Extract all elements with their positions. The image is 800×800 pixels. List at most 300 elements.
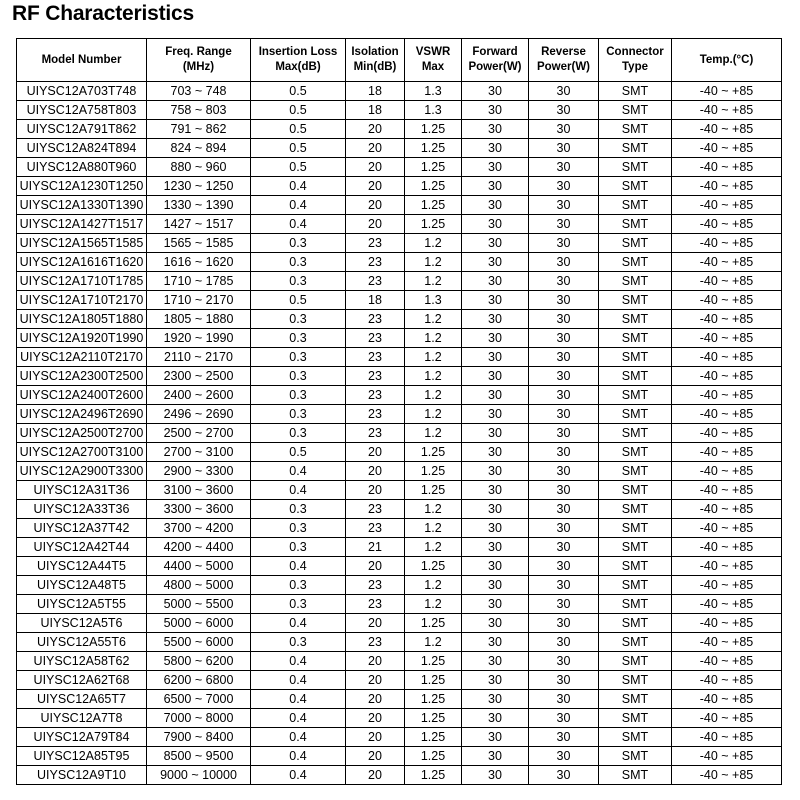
column-header-line: Freq. Range xyxy=(165,46,232,58)
cell-model-number: UIYSC12A791T862 xyxy=(17,120,147,139)
cell-vswr: 1.25 xyxy=(405,766,462,785)
cell-isolation: 23 xyxy=(346,633,405,652)
table-row xyxy=(17,500,782,519)
table-header-row xyxy=(17,39,782,82)
cell-forward-power: 30 xyxy=(462,557,529,576)
cell-forward-power: 30 xyxy=(462,690,529,709)
cell-freq-range: 5000 ~ 6000 xyxy=(147,614,251,633)
cell-model-number: UIYSC12A1616T1620 xyxy=(17,253,147,272)
cell-temperature: -40 ~ +85 xyxy=(672,215,782,234)
cell-model-number: UIYSC12A2500T2700 xyxy=(17,424,147,443)
cell-vswr: 1.3 xyxy=(405,82,462,101)
table-row xyxy=(17,196,782,215)
cell-isolation: 20 xyxy=(346,120,405,139)
cell-connector-type: SMT xyxy=(599,481,672,500)
cell-isolation: 20 xyxy=(346,557,405,576)
table-row xyxy=(17,367,782,386)
cell-insertion-loss: 0.3 xyxy=(251,329,346,348)
cell-insertion-loss: 0.5 xyxy=(251,158,346,177)
cell-isolation: 20 xyxy=(346,215,405,234)
cell-reverse-power: 30 xyxy=(529,709,599,728)
cell-connector-type: SMT xyxy=(599,728,672,747)
table-row xyxy=(17,272,782,291)
cell-temperature: -40 ~ +85 xyxy=(672,234,782,253)
cell-forward-power: 30 xyxy=(462,120,529,139)
cell-vswr: 1.2 xyxy=(405,633,462,652)
cell-forward-power: 30 xyxy=(462,291,529,310)
cell-insertion-loss: 0.4 xyxy=(251,690,346,709)
cell-isolation: 23 xyxy=(346,500,405,519)
cell-reverse-power: 30 xyxy=(529,614,599,633)
column-header-line: Max xyxy=(421,61,445,73)
cell-insertion-loss: 0.3 xyxy=(251,348,346,367)
cell-freq-range: 1330 ~ 1390 xyxy=(147,196,251,215)
cell-vswr: 1.25 xyxy=(405,557,462,576)
cell-temperature: -40 ~ +85 xyxy=(672,139,782,158)
cell-forward-power: 30 xyxy=(462,215,529,234)
cell-forward-power: 30 xyxy=(462,310,529,329)
cell-reverse-power: 30 xyxy=(529,196,599,215)
cell-insertion-loss: 0.3 xyxy=(251,386,346,405)
cell-isolation: 18 xyxy=(346,291,405,310)
cell-connector-type: SMT xyxy=(599,310,672,329)
cell-isolation: 23 xyxy=(346,367,405,386)
cell-isolation: 20 xyxy=(346,766,405,785)
table-row xyxy=(17,82,782,101)
column-header-line: Temp.(°C) xyxy=(699,53,754,66)
cell-reverse-power: 30 xyxy=(529,595,599,614)
cell-forward-power: 30 xyxy=(462,405,529,424)
cell-insertion-loss: 0.4 xyxy=(251,481,346,500)
cell-vswr: 1.2 xyxy=(405,500,462,519)
cell-vswr: 1.2 xyxy=(405,234,462,253)
cell-reverse-power: 30 xyxy=(529,120,599,139)
cell-vswr: 1.2 xyxy=(405,310,462,329)
cell-forward-power: 30 xyxy=(462,234,529,253)
cell-freq-range: 758 ~ 803 xyxy=(147,101,251,120)
cell-vswr: 1.25 xyxy=(405,728,462,747)
cell-forward-power: 30 xyxy=(462,158,529,177)
cell-insertion-loss: 0.3 xyxy=(251,633,346,652)
cell-isolation: 20 xyxy=(346,139,405,158)
cell-temperature: -40 ~ +85 xyxy=(672,633,782,652)
cell-vswr: 1.2 xyxy=(405,367,462,386)
cell-freq-range: 1616 ~ 1620 xyxy=(147,253,251,272)
cell-forward-power: 30 xyxy=(462,139,529,158)
cell-freq-range: 3100 ~ 3600 xyxy=(147,481,251,500)
cell-vswr: 1.25 xyxy=(405,139,462,158)
cell-temperature: -40 ~ +85 xyxy=(672,519,782,538)
table-row xyxy=(17,253,782,272)
table-row xyxy=(17,348,782,367)
column-header-line: Power(W) xyxy=(536,61,591,73)
cell-temperature: -40 ~ +85 xyxy=(672,177,782,196)
cell-connector-type: SMT xyxy=(599,766,672,785)
cell-temperature: -40 ~ +85 xyxy=(672,348,782,367)
cell-temperature: -40 ~ +85 xyxy=(672,595,782,614)
cell-connector-type: SMT xyxy=(599,158,672,177)
cell-temperature: -40 ~ +85 xyxy=(672,386,782,405)
cell-forward-power: 30 xyxy=(462,747,529,766)
column-header-line: Min(dB) xyxy=(353,61,397,73)
cell-vswr: 1.25 xyxy=(405,462,462,481)
table-row xyxy=(17,386,782,405)
column-header-freq-range xyxy=(147,39,251,82)
cell-forward-power: 30 xyxy=(462,196,529,215)
cell-isolation: 18 xyxy=(346,101,405,120)
cell-temperature: -40 ~ +85 xyxy=(672,272,782,291)
cell-model-number: UIYSC12A1920T1990 xyxy=(17,329,147,348)
cell-isolation: 23 xyxy=(346,310,405,329)
cell-reverse-power: 30 xyxy=(529,747,599,766)
cell-temperature: -40 ~ +85 xyxy=(672,766,782,785)
cell-model-number: UIYSC12A62T68 xyxy=(17,671,147,690)
cell-connector-type: SMT xyxy=(599,595,672,614)
cell-freq-range: 6200 ~ 6800 xyxy=(147,671,251,690)
cell-freq-range: 703 ~ 748 xyxy=(147,82,251,101)
column-header-line: Power(W) xyxy=(468,61,522,73)
cell-connector-type: SMT xyxy=(599,424,672,443)
cell-vswr: 1.25 xyxy=(405,614,462,633)
cell-connector-type: SMT xyxy=(599,538,672,557)
cell-model-number: UIYSC12A1565T1585 xyxy=(17,234,147,253)
cell-vswr: 1.25 xyxy=(405,215,462,234)
cell-reverse-power: 30 xyxy=(529,462,599,481)
cell-insertion-loss: 0.3 xyxy=(251,519,346,538)
cell-vswr: 1.2 xyxy=(405,424,462,443)
cell-freq-range: 6500 ~ 7000 xyxy=(147,690,251,709)
cell-isolation: 20 xyxy=(346,177,405,196)
cell-insertion-loss: 0.4 xyxy=(251,557,346,576)
table-row xyxy=(17,747,782,766)
cell-isolation: 23 xyxy=(346,348,405,367)
cell-model-number: UIYSC12A2300T2500 xyxy=(17,367,147,386)
cell-model-number: UIYSC12A1427T1517 xyxy=(17,215,147,234)
cell-connector-type: SMT xyxy=(599,633,672,652)
cell-isolation: 23 xyxy=(346,272,405,291)
column-header-temperature xyxy=(672,39,782,82)
cell-model-number: UIYSC12A2900T3300 xyxy=(17,462,147,481)
cell-temperature: -40 ~ +85 xyxy=(672,462,782,481)
cell-model-number: UIYSC12A5T55 xyxy=(17,595,147,614)
cell-isolation: 23 xyxy=(346,424,405,443)
cell-connector-type: SMT xyxy=(599,101,672,120)
column-header-line: Isolation xyxy=(351,46,399,58)
cell-isolation: 23 xyxy=(346,234,405,253)
cell-reverse-power: 30 xyxy=(529,367,599,386)
cell-forward-power: 30 xyxy=(462,272,529,291)
cell-vswr: 1.25 xyxy=(405,671,462,690)
cell-reverse-power: 30 xyxy=(529,481,599,500)
cell-isolation: 20 xyxy=(346,728,405,747)
cell-freq-range: 3300 ~ 3600 xyxy=(147,500,251,519)
cell-connector-type: SMT xyxy=(599,348,672,367)
cell-forward-power: 30 xyxy=(462,728,529,747)
column-header-vswr xyxy=(405,39,462,82)
cell-freq-range: 2900 ~ 3300 xyxy=(147,462,251,481)
cell-insertion-loss: 0.3 xyxy=(251,500,346,519)
table-row xyxy=(17,538,782,557)
cell-model-number: UIYSC12A1710T2170 xyxy=(17,291,147,310)
cell-isolation: 20 xyxy=(346,443,405,462)
cell-vswr: 1.3 xyxy=(405,291,462,310)
cell-temperature: -40 ~ +85 xyxy=(672,614,782,633)
cell-connector-type: SMT xyxy=(599,500,672,519)
cell-connector-type: SMT xyxy=(599,747,672,766)
cell-insertion-loss: 0.3 xyxy=(251,234,346,253)
cell-reverse-power: 30 xyxy=(529,443,599,462)
cell-insertion-loss: 0.3 xyxy=(251,424,346,443)
cell-forward-power: 30 xyxy=(462,367,529,386)
cell-forward-power: 30 xyxy=(462,595,529,614)
cell-forward-power: 30 xyxy=(462,709,529,728)
cell-connector-type: SMT xyxy=(599,576,672,595)
cell-reverse-power: 30 xyxy=(529,272,599,291)
cell-model-number: UIYSC12A7T8 xyxy=(17,709,147,728)
cell-model-number: UIYSC12A1805T1880 xyxy=(17,310,147,329)
table-row xyxy=(17,329,782,348)
cell-insertion-loss: 0.3 xyxy=(251,538,346,557)
cell-freq-range: 824 ~ 894 xyxy=(147,139,251,158)
table-row xyxy=(17,405,782,424)
cell-forward-power: 30 xyxy=(462,443,529,462)
cell-temperature: -40 ~ +85 xyxy=(672,557,782,576)
cell-temperature: -40 ~ +85 xyxy=(672,329,782,348)
cell-vswr: 1.25 xyxy=(405,747,462,766)
cell-isolation: 20 xyxy=(346,690,405,709)
cell-insertion-loss: 0.4 xyxy=(251,177,346,196)
cell-freq-range: 2400 ~ 2600 xyxy=(147,386,251,405)
cell-forward-power: 30 xyxy=(462,652,529,671)
cell-connector-type: SMT xyxy=(599,709,672,728)
table-row xyxy=(17,633,782,652)
cell-model-number: UIYSC12A44T5 xyxy=(17,557,147,576)
table-row xyxy=(17,690,782,709)
cell-model-number: UIYSC12A1330T1390 xyxy=(17,196,147,215)
cell-reverse-power: 30 xyxy=(529,500,599,519)
cell-reverse-power: 30 xyxy=(529,557,599,576)
cell-forward-power: 30 xyxy=(462,519,529,538)
cell-reverse-power: 30 xyxy=(529,519,599,538)
cell-isolation: 18 xyxy=(346,82,405,101)
cell-model-number: UIYSC12A2110T2170 xyxy=(17,348,147,367)
table-row xyxy=(17,557,782,576)
cell-forward-power: 30 xyxy=(462,462,529,481)
cell-freq-range: 4800 ~ 5000 xyxy=(147,576,251,595)
cell-temperature: -40 ~ +85 xyxy=(672,291,782,310)
cell-insertion-loss: 0.4 xyxy=(251,196,346,215)
table-row xyxy=(17,576,782,595)
cell-forward-power: 30 xyxy=(462,633,529,652)
cell-temperature: -40 ~ +85 xyxy=(672,538,782,557)
cell-forward-power: 30 xyxy=(462,766,529,785)
cell-connector-type: SMT xyxy=(599,177,672,196)
cell-vswr: 1.25 xyxy=(405,120,462,139)
rf-characteristics-table xyxy=(16,38,782,785)
page-title: RF Characteristics xyxy=(12,2,194,25)
cell-insertion-loss: 0.4 xyxy=(251,671,346,690)
cell-model-number: UIYSC12A2496T2690 xyxy=(17,405,147,424)
cell-freq-range: 1565 ~ 1585 xyxy=(147,234,251,253)
cell-model-number: UIYSC12A42T44 xyxy=(17,538,147,557)
table-row xyxy=(17,177,782,196)
table-row xyxy=(17,595,782,614)
cell-vswr: 1.25 xyxy=(405,690,462,709)
cell-insertion-loss: 0.4 xyxy=(251,766,346,785)
table-row xyxy=(17,424,782,443)
cell-forward-power: 30 xyxy=(462,614,529,633)
cell-reverse-power: 30 xyxy=(529,82,599,101)
cell-model-number: UIYSC12A65T7 xyxy=(17,690,147,709)
table-row xyxy=(17,519,782,538)
cell-connector-type: SMT xyxy=(599,120,672,139)
cell-freq-range: 7900 ~ 8400 xyxy=(147,728,251,747)
cell-vswr: 1.25 xyxy=(405,196,462,215)
cell-forward-power: 30 xyxy=(462,82,529,101)
cell-model-number: UIYSC12A824T894 xyxy=(17,139,147,158)
cell-reverse-power: 30 xyxy=(529,348,599,367)
cell-connector-type: SMT xyxy=(599,614,672,633)
cell-freq-range: 1920 ~ 1990 xyxy=(147,329,251,348)
cell-insertion-loss: 0.5 xyxy=(251,139,346,158)
table-row xyxy=(17,614,782,633)
cell-isolation: 20 xyxy=(346,671,405,690)
cell-model-number: UIYSC12A37T42 xyxy=(17,519,147,538)
cell-reverse-power: 30 xyxy=(529,728,599,747)
cell-vswr: 1.25 xyxy=(405,481,462,500)
cell-temperature: -40 ~ +85 xyxy=(672,481,782,500)
column-header-line: Insertion Loss xyxy=(258,46,338,58)
cell-freq-range: 2496 ~ 2690 xyxy=(147,405,251,424)
cell-reverse-power: 30 xyxy=(529,538,599,557)
cell-connector-type: SMT xyxy=(599,215,672,234)
cell-freq-range: 5800 ~ 6200 xyxy=(147,652,251,671)
cell-connector-type: SMT xyxy=(599,671,672,690)
cell-vswr: 1.2 xyxy=(405,386,462,405)
column-header-reverse-power xyxy=(529,39,599,82)
cell-freq-range: 2500 ~ 2700 xyxy=(147,424,251,443)
cell-temperature: -40 ~ +85 xyxy=(672,709,782,728)
cell-freq-range: 5000 ~ 5500 xyxy=(147,595,251,614)
cell-temperature: -40 ~ +85 xyxy=(672,196,782,215)
cell-freq-range: 2300 ~ 2500 xyxy=(147,367,251,386)
cell-isolation: 20 xyxy=(346,158,405,177)
cell-freq-range: 1230 ~ 1250 xyxy=(147,177,251,196)
cell-temperature: -40 ~ +85 xyxy=(672,424,782,443)
cell-vswr: 1.2 xyxy=(405,538,462,557)
cell-connector-type: SMT xyxy=(599,557,672,576)
table-row xyxy=(17,158,782,177)
cell-temperature: -40 ~ +85 xyxy=(672,671,782,690)
cell-insertion-loss: 0.4 xyxy=(251,215,346,234)
cell-forward-power: 30 xyxy=(462,177,529,196)
cell-freq-range: 5500 ~ 6000 xyxy=(147,633,251,652)
cell-connector-type: SMT xyxy=(599,291,672,310)
table-row xyxy=(17,728,782,747)
cell-model-number: UIYSC12A2400T2600 xyxy=(17,386,147,405)
table-row xyxy=(17,139,782,158)
cell-forward-power: 30 xyxy=(462,348,529,367)
cell-vswr: 1.2 xyxy=(405,329,462,348)
column-header-insertion-loss xyxy=(251,39,346,82)
cell-freq-range: 880 ~ 960 xyxy=(147,158,251,177)
cell-reverse-power: 30 xyxy=(529,424,599,443)
cell-reverse-power: 30 xyxy=(529,139,599,158)
cell-temperature: -40 ~ +85 xyxy=(672,367,782,386)
cell-vswr: 1.25 xyxy=(405,652,462,671)
cell-forward-power: 30 xyxy=(462,101,529,120)
table-row xyxy=(17,766,782,785)
cell-connector-type: SMT xyxy=(599,443,672,462)
table-row xyxy=(17,462,782,481)
cell-model-number: UIYSC12A5T6 xyxy=(17,614,147,633)
column-header-line: Connector xyxy=(606,46,664,58)
cell-temperature: -40 ~ +85 xyxy=(672,253,782,272)
cell-isolation: 21 xyxy=(346,538,405,557)
cell-isolation: 23 xyxy=(346,576,405,595)
cell-reverse-power: 30 xyxy=(529,386,599,405)
cell-isolation: 20 xyxy=(346,652,405,671)
cell-connector-type: SMT xyxy=(599,405,672,424)
cell-reverse-power: 30 xyxy=(529,101,599,120)
cell-connector-type: SMT xyxy=(599,272,672,291)
cell-temperature: -40 ~ +85 xyxy=(672,747,782,766)
column-header-line: VSWR xyxy=(415,46,451,58)
cell-model-number: UIYSC12A58T62 xyxy=(17,652,147,671)
cell-temperature: -40 ~ +85 xyxy=(672,652,782,671)
cell-model-number: UIYSC12A1710T1785 xyxy=(17,272,147,291)
cell-reverse-power: 30 xyxy=(529,310,599,329)
cell-connector-type: SMT xyxy=(599,253,672,272)
cell-reverse-power: 30 xyxy=(529,766,599,785)
cell-vswr: 1.25 xyxy=(405,158,462,177)
cell-isolation: 23 xyxy=(346,519,405,538)
cell-model-number: UIYSC12A79T84 xyxy=(17,728,147,747)
column-header-forward-power xyxy=(462,39,529,82)
table-row xyxy=(17,709,782,728)
cell-reverse-power: 30 xyxy=(529,405,599,424)
cell-reverse-power: 30 xyxy=(529,329,599,348)
cell-isolation: 20 xyxy=(346,481,405,500)
table-row xyxy=(17,443,782,462)
cell-isolation: 23 xyxy=(346,386,405,405)
cell-freq-range: 4400 ~ 5000 xyxy=(147,557,251,576)
cell-isolation: 20 xyxy=(346,709,405,728)
cell-model-number: UIYSC12A2700T3100 xyxy=(17,443,147,462)
cell-freq-range: 2700 ~ 3100 xyxy=(147,443,251,462)
cell-isolation: 23 xyxy=(346,329,405,348)
cell-vswr: 1.2 xyxy=(405,595,462,614)
cell-vswr: 1.2 xyxy=(405,253,462,272)
cell-insertion-loss: 0.4 xyxy=(251,747,346,766)
cell-forward-power: 30 xyxy=(462,500,529,519)
cell-freq-range: 9000 ~ 10000 xyxy=(147,766,251,785)
table-row xyxy=(17,215,782,234)
table-row xyxy=(17,120,782,139)
cell-forward-power: 30 xyxy=(462,424,529,443)
cell-freq-range: 2110 ~ 2170 xyxy=(147,348,251,367)
cell-forward-power: 30 xyxy=(462,329,529,348)
cell-freq-range: 4200 ~ 4400 xyxy=(147,538,251,557)
cell-insertion-loss: 0.5 xyxy=(251,120,346,139)
table-row xyxy=(17,652,782,671)
cell-reverse-power: 30 xyxy=(529,177,599,196)
cell-temperature: -40 ~ +85 xyxy=(672,158,782,177)
cell-isolation: 23 xyxy=(346,253,405,272)
cell-temperature: -40 ~ +85 xyxy=(672,405,782,424)
cell-freq-range: 791 ~ 862 xyxy=(147,120,251,139)
cell-insertion-loss: 0.5 xyxy=(251,101,346,120)
